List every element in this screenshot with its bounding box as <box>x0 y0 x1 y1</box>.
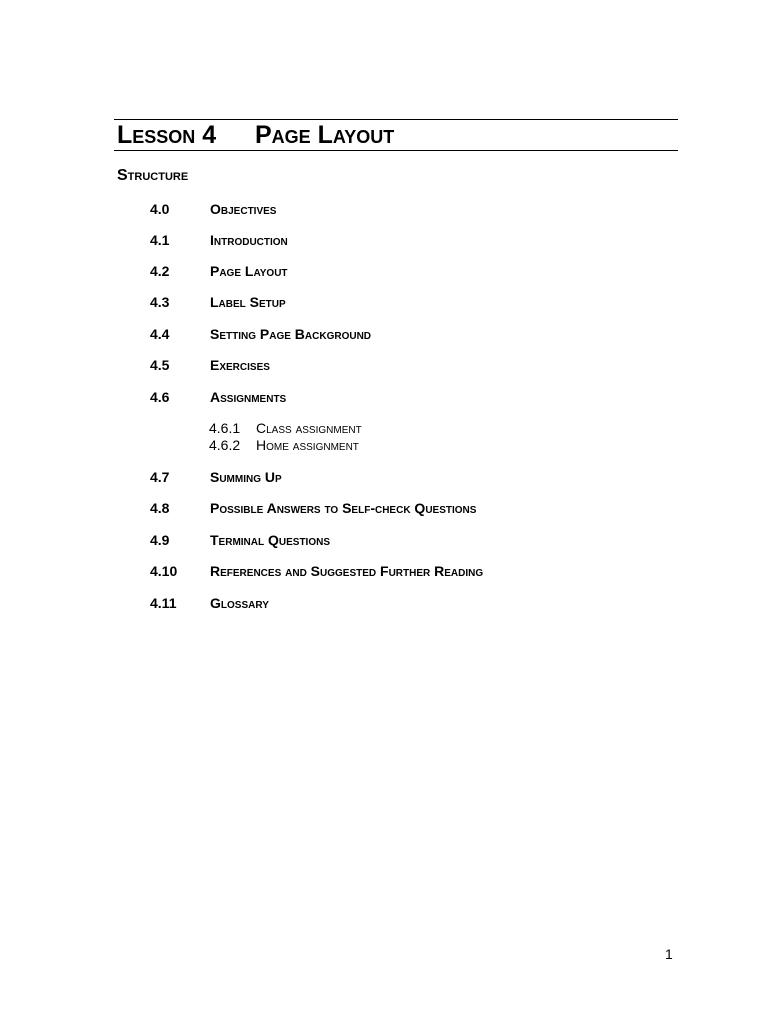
toc-item-title: References and Suggested Further Reading <box>210 563 484 579</box>
toc-item-number: 4.7 <box>150 469 170 485</box>
toc-subitem-title: Home assignment <box>256 437 359 453</box>
structure-heading: Structure <box>117 167 189 184</box>
toc-item-title: Page Layout <box>210 263 288 279</box>
toc-item-title: Summing Up <box>210 469 282 485</box>
toc-item-number: 4.0 <box>150 201 170 217</box>
toc-item-number: 4.9 <box>150 532 170 548</box>
toc-subitem-title: Class assignment <box>256 420 362 436</box>
toc-item-title: Terminal Questions <box>210 532 331 548</box>
toc-item-number: 4.10 <box>150 563 178 579</box>
toc-item-number: 4.3 <box>150 294 170 310</box>
toc-subitem-number: 4.6.2 <box>209 437 241 453</box>
toc-item-title: Objectives <box>210 201 277 217</box>
toc-item-number: 4.6 <box>150 389 170 405</box>
toc-item-title: Possible Answers to Self-check Questions <box>210 500 477 516</box>
toc-item-number: 4.5 <box>150 357 170 373</box>
page-number: 1 <box>665 946 673 962</box>
lesson-title: Page Layout <box>255 121 395 149</box>
toc-item-number: 4.4 <box>150 326 170 342</box>
toc-item-number: 4.11 <box>150 595 177 611</box>
toc-item-number: 4.2 <box>150 263 170 279</box>
lesson-title-bar <box>114 119 678 151</box>
toc-item-title: Introduction <box>210 232 288 248</box>
toc-item-title: Glossary <box>210 595 269 611</box>
toc-item-title: Exercises <box>210 357 270 373</box>
toc-item-title: Assignments <box>210 389 287 405</box>
toc-item-title: Label Setup <box>210 294 286 310</box>
toc-subitem-number: 4.6.1 <box>209 420 241 436</box>
toc-item-title: Setting Page Background <box>210 326 372 342</box>
toc-item-number: 4.8 <box>150 500 170 516</box>
lesson-number: Lesson 4 <box>117 121 217 149</box>
toc-item-number: 4.1 <box>150 232 170 248</box>
